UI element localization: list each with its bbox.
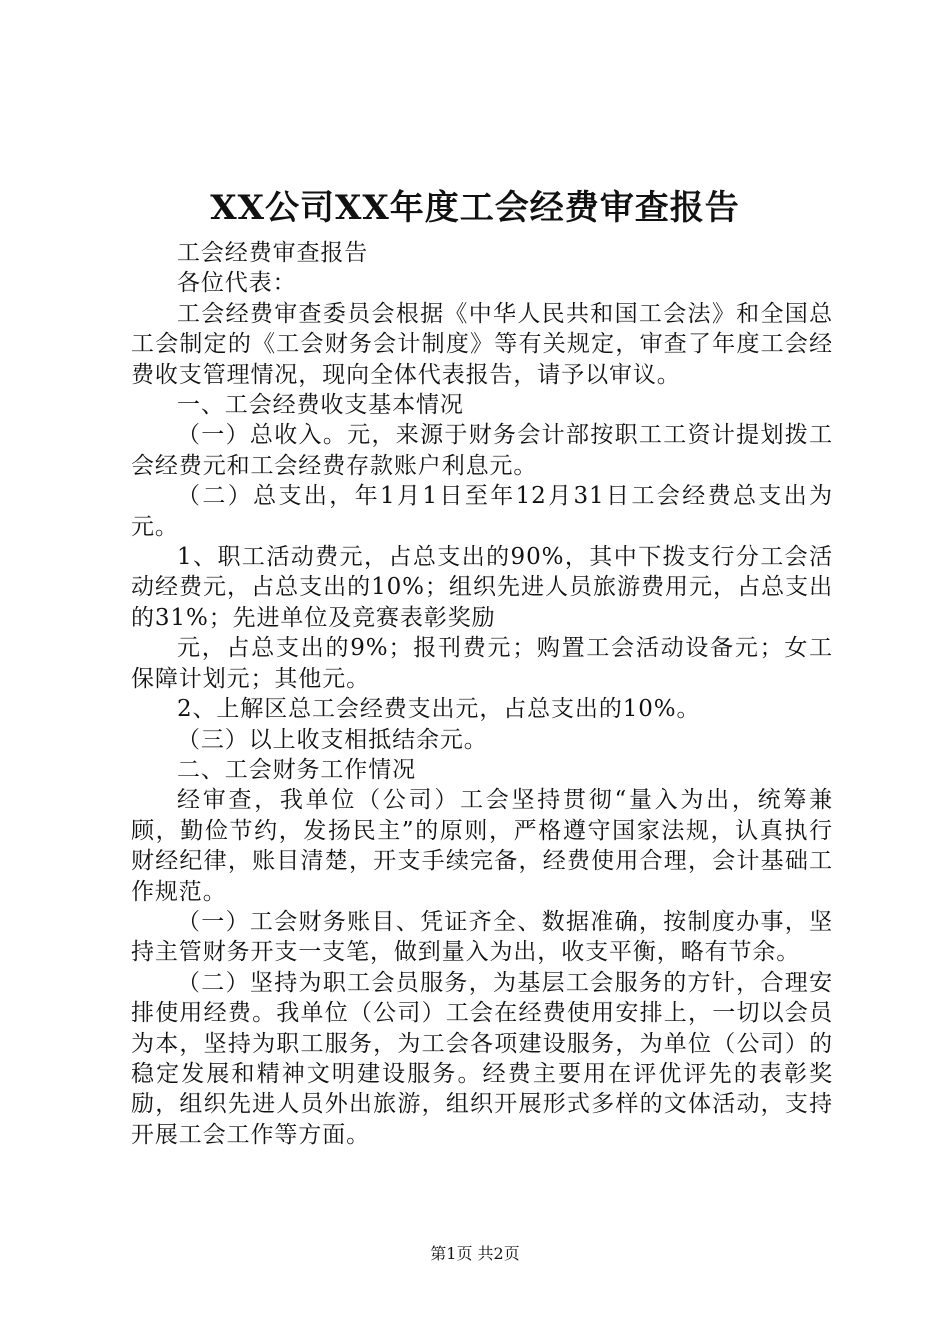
page-footer: 第1页 共2页 — [430, 1244, 520, 1263]
paragraph-total-income: （一）总收入。元，来源于财务会计部按职工工资计提划拨工会经费元和工会经费存款账户利息元。 — [131, 422, 833, 479]
document-body — [131, 238, 833, 1150]
paragraph-review: 经审查，我单位（公司）工会坚持贯彻“量入为出，统筹兼顾，勤俭节约，发扬民主”的原则，严格遵守国家法规，认真执行财经纪律，账目清楚，开支手续完备，经费使用合理，会计基础工作规范。 — [131, 787, 833, 905]
paragraph-balance: （三）以上收支相抵结余元。 — [177, 726, 488, 753]
paragraph-salutation: 各位代表： — [177, 270, 297, 297]
paragraph-accounts: （一）工会财务账目、凭证齐全、数据准确，按制度办事，坚持主管财务开支一支笔，做到量入为出，收支平衡，略有节余。 — [131, 908, 833, 966]
section-heading-1: 一、工会经费收支基本情况 — [177, 392, 464, 419]
section-heading-2: 二、工会财务工作情况 — [177, 756, 416, 783]
paragraph-service: （二）坚持为职工会员服务，为基层工会服务的方针，合理安排使用经费。我单位（公司）工会在经费使用安排上，一切以会员为本，坚持为职工服务，为工会各项建设服务，为单位（公司）的稳定发展和精神文明建设服务。经费主要用在评优评先的表彰奖励，组织先进人员外出旅游，组织开展形式多样的文体活动，支持开展工会工作等方面。 — [131, 969, 833, 1148]
paragraph-intro: 工会经费审查委员会根据《中华人民共和国工会法》和全国总工会制定的《工会财务会计制度》等有关规定，审查了年度工会经费收支管理情况，现向全体代表报告，请予以审议。 — [131, 300, 833, 388]
paragraph-subtitle: 工会经费审查报告 — [177, 240, 369, 266]
paragraph-total-expense: （二）总支出，年1月1日至年12月31日工会经费总支出为元。 — [131, 483, 833, 540]
paragraph-activity-fee: 1、职工活动费元，占总支出的90%，其中下拨支行分工会活动经费元，占总支出的10%；组织先进人员旅游费用元，占总支出的31%；先进单位及竞赛表彰奖励 — [131, 544, 833, 631]
paragraph-remit: 2、上解区总工会经费支出元，占总支出的10%。 — [177, 696, 701, 723]
document-title: XX公司XX年度工会经费审查报告 — [210, 188, 740, 228]
paragraph-activity-fee-cont: 元，占总支出的9%；报刊费元；购置工会活动设备元；女工保障计划元；其他元。 — [131, 635, 833, 692]
